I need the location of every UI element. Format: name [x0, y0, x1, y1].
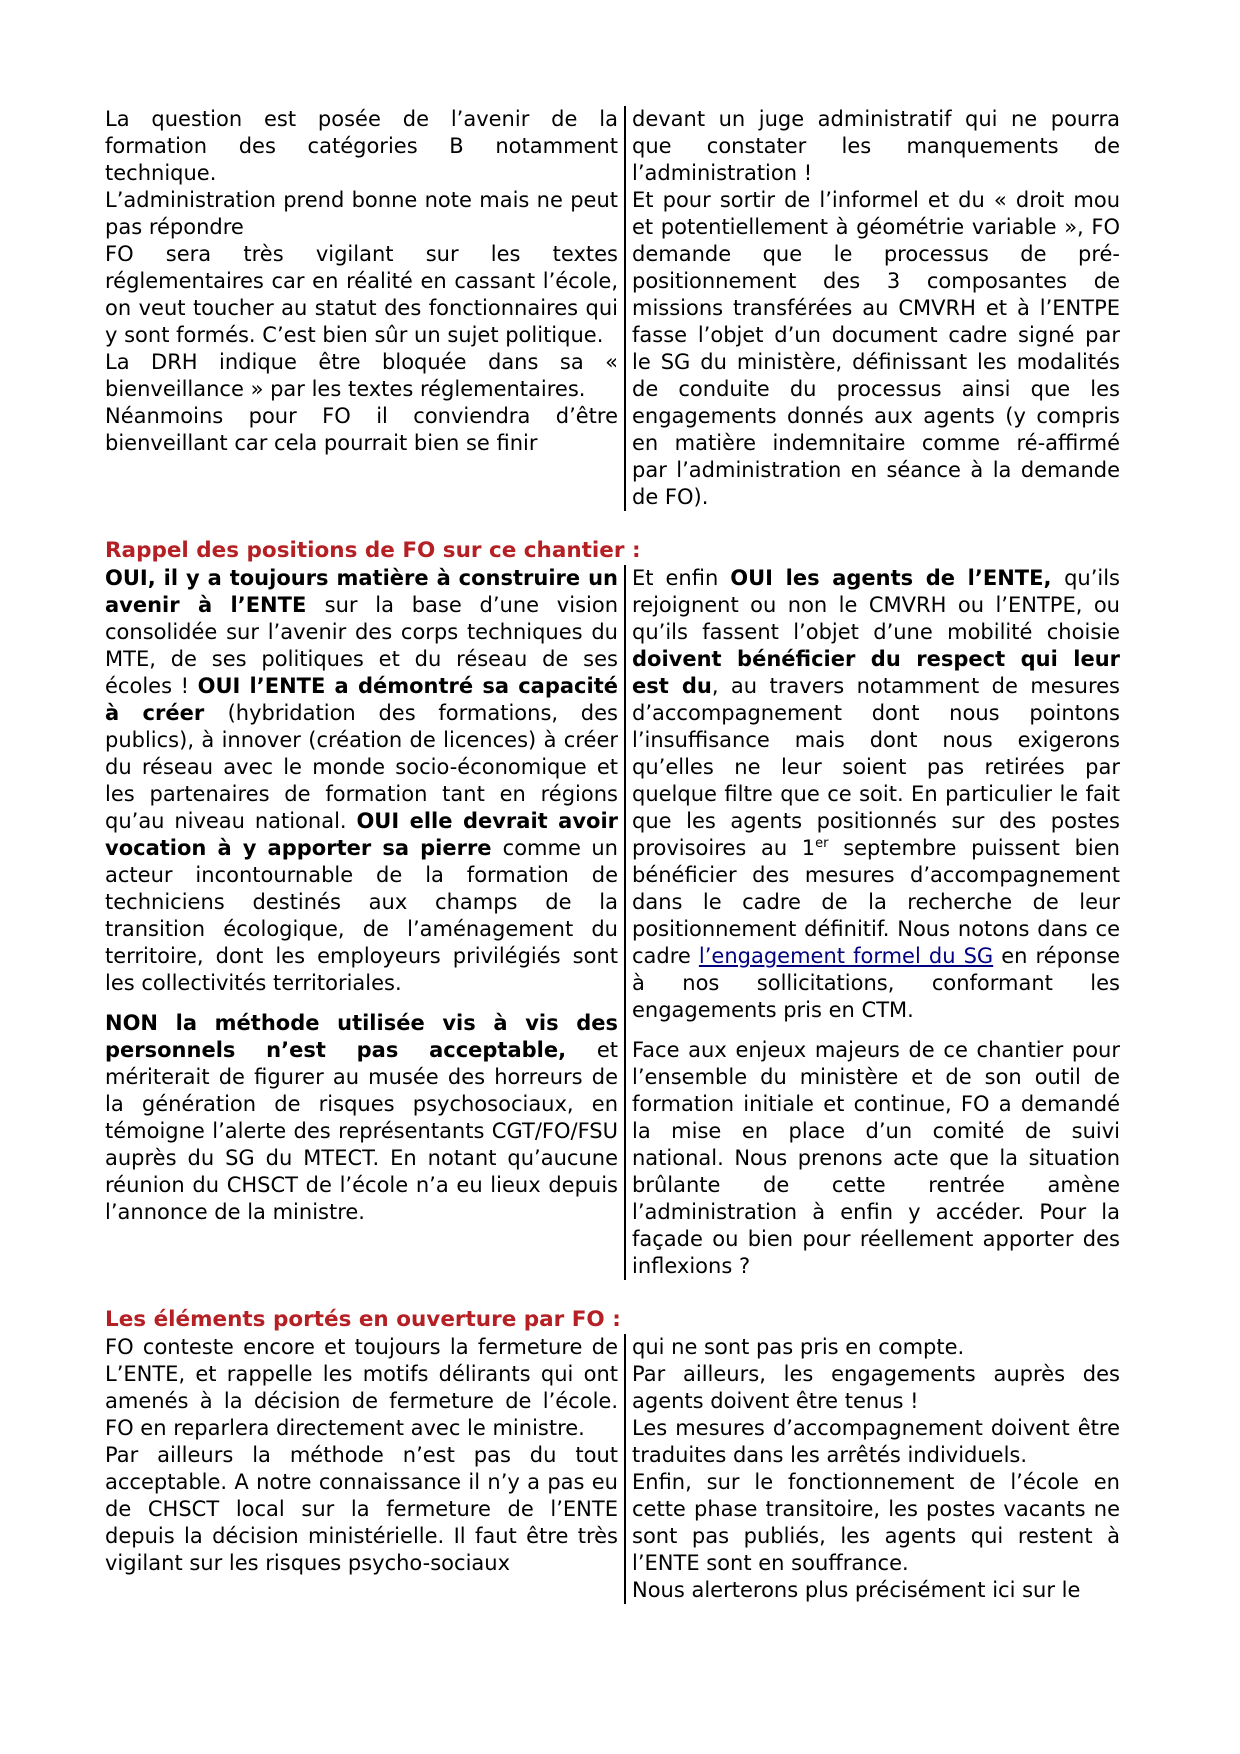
paragraph [632, 565, 1120, 1024]
text-run: doivent bénéficier du respect qui leur est du [632, 647, 1120, 698]
text-run: comme un acteur incontournable de la formation de techniciens destinés aux champs de la transition écologique, de l’aménagement du territoire, dont les employeurs privilégiés sont les collectivités territoriales. [105, 836, 618, 995]
paragraph [105, 349, 618, 403]
text-run: FO conteste encore et toujours la fermeture de L’ENTE, et rappelle les motifs délirants qui ont amenés à la décision de fermeture de l’école. FO en reparlera directement avec le ministre. [105, 1335, 618, 1440]
right-column [632, 565, 1120, 1280]
text-run: FO sera très vigilant sur les textes réglementaires car en réalité en cassant l’école, on veut toucher au statut des fonctionnaires qui y sont formés. C’est bien sûr un sujet politique. [105, 242, 618, 347]
paragraph [105, 1442, 618, 1577]
section-heading-rappel: Rappel des positions de FO sur ce chantier : [105, 538, 641, 563]
text-run: NON la méthode utilisée vis à vis des personnels n’est pas acceptable, [105, 1011, 618, 1062]
document-page [105, 106, 1120, 1604]
text-run: qui ne sont pas pris en compte. [632, 1335, 965, 1359]
column-divider [624, 106, 626, 511]
text-run: en réponse à nos sollicitations, conformant les engagements pris en CTM. [632, 944, 1120, 1022]
paragraph [105, 241, 618, 349]
text-run: La question est posée de l’avenir de la formation des catégories B notamment technique. [105, 107, 618, 185]
text-run: (hybridation des formations, des publics), à innover (création de licences) à créer du réseau avec le monde socio-économique et les partenaires de formation tant en régions qu’au niveau national. [105, 701, 618, 833]
paragraph [632, 1415, 1120, 1469]
sg-engagement-link[interactable]: l’engagement formel du SG [698, 944, 994, 968]
text-run: La DRH indique être bloquée dans sa « bienveillance » par les textes réglementaires. [105, 350, 618, 401]
text-run: Enfin, sur le fonctionnement de l’école en cette phase transitoire, les postes vacants ne sont pas publiés, les agents qui restent à l’ENTE sont en souffrance. [632, 1470, 1120, 1575]
text-run: Néanmoins pour FO il conviendra d’être bienveillant car cela pourrait bien se finir [105, 404, 618, 455]
paragraph [632, 1037, 1120, 1280]
paragraph [632, 187, 1120, 511]
text-run: OUI, il y a toujours matière à construire un avenir à l’ENTE [105, 566, 618, 617]
paragraph [105, 187, 618, 241]
right-column [632, 106, 1120, 511]
paragraph [632, 1577, 1120, 1604]
text-run: qu’ils rejoignent ou non le CMVRH ou l’ENTPE, ou qu’ils fassent l’objet d’une mobilité choisie [632, 566, 1121, 644]
left-column [105, 1334, 618, 1604]
text-run: Nous alerterons plus précisément ici sur le [632, 1578, 1081, 1602]
section-heading-elements: Les éléments portés en ouverture par FO : [105, 1307, 621, 1332]
text-run: septembre puissent bien bénéficier des mesures d’accompagnement dans le cadre de la recherche de leur positionnement définitif. Nous notons dans ce cadre [632, 836, 1120, 968]
paragraph [632, 1334, 1120, 1361]
text-run: sur la base d’une vision consolidée sur l’avenir des corps techniques du MTE, de ses politiques et du réseau de ses écoles ! [105, 593, 619, 698]
paragraph [105, 106, 618, 187]
text-run: Par ailleurs, les engagements auprès des agents doivent être tenus ! [632, 1362, 1120, 1413]
text-run: devant un juge administratif qui ne pourra que constater les manquements de l’administration ! [632, 107, 1120, 185]
left-column [105, 565, 618, 1280]
text-run: Et enfin [632, 566, 731, 590]
paragraph [632, 106, 1120, 187]
text-run: Par ailleurs la méthode n’est pas du tout acceptable. A notre connaissance il n’y a pas eu de CHSCT local sur la fermeture de l’ENTE depuis la décision ministérielle. Il faut être très vigilant sur les risques psycho-sociaux [105, 1443, 618, 1575]
column-divider [624, 565, 626, 1280]
text-run: OUI l’ENTE a démontré sa capacité à créer [105, 674, 618, 725]
text-run: OUI les agents de l’ENTE, [730, 566, 1065, 590]
section-2 [105, 565, 1120, 1280]
section-1 [105, 106, 1120, 511]
text-run: , au travers notamment de mesures d’accompagnement dont nous pointons l’insuffisance mais dont nous exigerons qu’elles ne leur soient pas retirées par quelque filtre que ce soit. En particulier le fait que les agents positionnés sur des postes provisoires au 1 [632, 674, 1121, 860]
text-run: Et pour sortir de l’informel et du « droit mou et potentiellement à géométrie variable », FO demande que le processus de pré-positionnement des 3 composantes de missions transférées au CMVRH et à l’ENTPE fasse l’objet d’un document cadre signé par le SG du ministère, définissant les modalités de conduite du processus ainsi que les engagements donnés aux agents (y compris en matière indemnitaire comme ré-affirmé par l’administration en séance à la demande de FO). [632, 188, 1120, 509]
superscript-text: er [815, 836, 829, 851]
column-divider [624, 1334, 626, 1604]
paragraph [105, 565, 618, 997]
text-run: OUI elle devrait avoir vocation à y apporter sa pierre [105, 809, 618, 860]
paragraph [105, 403, 618, 457]
right-column [632, 1334, 1120, 1604]
text-run: et mériterait de figurer au musée des horreurs de la génération de risques psychosociaux, en témoigne l’alerte des représentants CGT/FO/FSU auprès du SG du MTECT. En notant qu’aucune réunion du CHSCT de l’école n’a eu lieux depuis l’annonce de la ministre. [105, 1038, 618, 1224]
paragraph [105, 1010, 618, 1226]
paragraph [105, 1334, 618, 1442]
paragraph [632, 1469, 1120, 1577]
text-run: Face aux enjeux majeurs de ce chantier pour l’ensemble du ministère et de son outil de formation initiale et continue, FO a demandé la mise en place d’un comité de suivi national. Nous prenons acte que la situation brûlante de cette rentrée amène l’administration à enfin y accéder. Pour la façade ou bien pour réellement apporter des inflexions ? [632, 1038, 1120, 1278]
left-column [105, 106, 618, 511]
section-3 [105, 1334, 1120, 1604]
paragraph [632, 1361, 1120, 1415]
text-run: Les mesures d’accompagnement doivent être traduites dans les arrêtés individuels. [632, 1416, 1120, 1467]
text-run: L’administration prend bonne note mais ne peut pas répondre [105, 188, 618, 239]
